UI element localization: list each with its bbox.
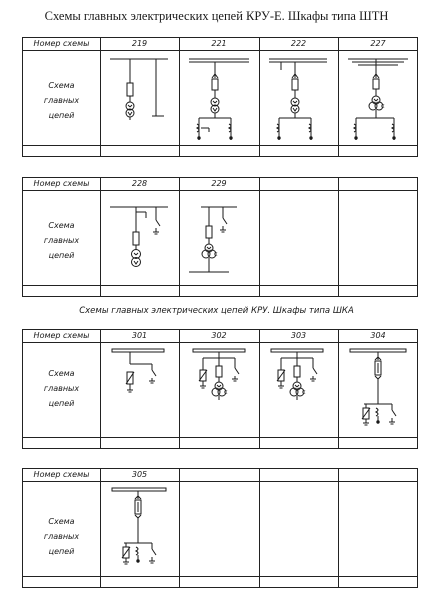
main-title: Схемы главных электрических цепей КРУ-Е. Шкафы типа ШТН — [44, 9, 389, 23]
scheme-number: 301 — [131, 331, 148, 340]
scheme-table-1 — [22, 37, 418, 157]
circuit-diagram-301 — [100, 342, 179, 439]
trafo-letter: C — [302, 390, 306, 396]
circuit-diagram-302 — [179, 342, 259, 439]
circuit-diagram-229 — [179, 190, 259, 287]
trafo-letter: C — [224, 390, 228, 396]
scheme-number — [338, 178, 418, 190]
circuit-diagram-303 — [259, 342, 338, 439]
scheme-table-3 — [22, 329, 418, 449]
circuit-diagram-304 — [338, 342, 418, 439]
scheme-number — [338, 469, 418, 481]
scheme-number: 219 — [131, 39, 148, 48]
header-cell-label: Номер схемы — [33, 470, 90, 479]
circuit-diagram-228 — [100, 190, 179, 287]
scheme-table-4 — [22, 468, 418, 588]
scheme-number — [259, 469, 338, 481]
scheme-number: 227 — [370, 39, 386, 48]
trafo-letter: C — [214, 252, 218, 258]
scheme-number: 305 — [131, 470, 148, 479]
circuit-diagram-219 — [100, 50, 179, 147]
scheme-number — [259, 178, 338, 190]
table-footer-row — [23, 576, 417, 587]
header-cell-label: Номер схемы — [33, 39, 90, 48]
header-cell-label: Номер схемы — [33, 179, 90, 188]
row-label: Схема главных цепей — [43, 369, 80, 408]
circuit-diagram-222 — [259, 50, 338, 147]
circuit-diagram-227 — [338, 50, 418, 147]
scheme-number: 222 — [290, 39, 307, 48]
row-label: Схема главных цепей — [43, 81, 80, 120]
scheme-table-2 — [22, 177, 418, 297]
circuit-diagram-305 — [100, 481, 179, 578]
row-label: Схема главных цепей — [43, 517, 80, 556]
scheme-number: 303 — [290, 331, 307, 340]
trafo-letter: C — [381, 104, 385, 110]
scheme-number: 302 — [211, 331, 227, 340]
sub-title: Схемы главных электрических цепей КРУ. Шкафы типа ШКА — [79, 306, 354, 316]
scheme-number: 221 — [211, 39, 227, 48]
scheme-number: 304 — [370, 331, 386, 340]
scheme-number: 228 — [131, 179, 148, 188]
scheme-number — [179, 469, 259, 481]
row-label: Схема главных цепей — [43, 221, 80, 260]
circuit-diagram-221 — [179, 50, 259, 147]
scheme-number: 229 — [211, 179, 227, 188]
header-cell-label: Номер схемы — [33, 331, 90, 340]
